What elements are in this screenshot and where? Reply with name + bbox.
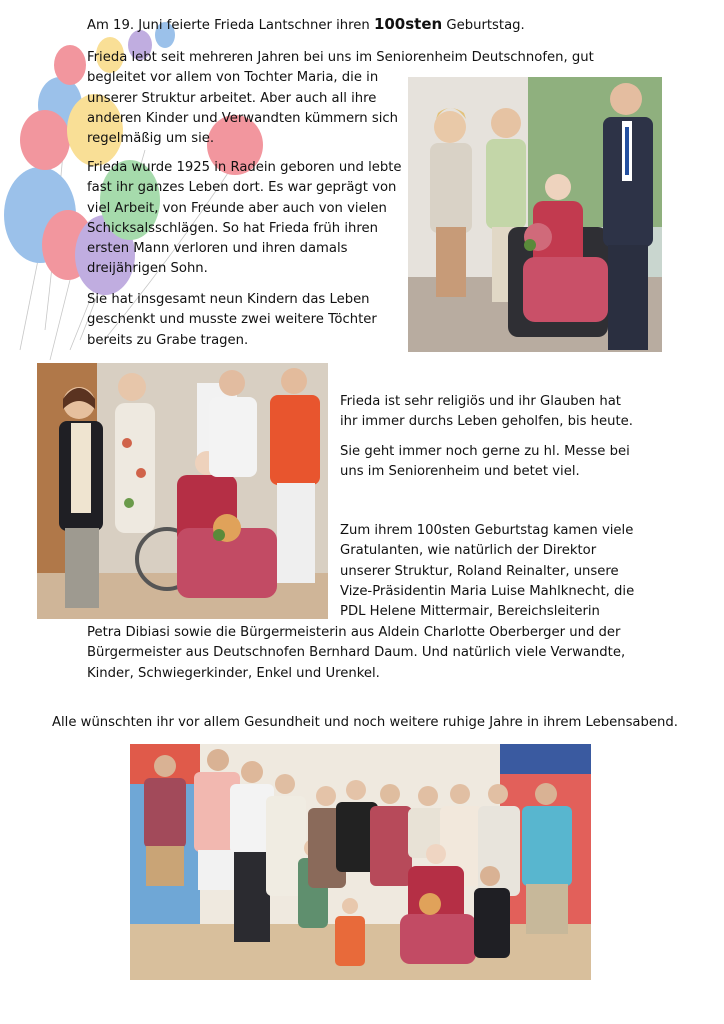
text-line: ersten Mann verloren und ihren damals (87, 241, 348, 257)
intro-prefix: Am 19. Juni feierte Frieda Lantschner ihren (87, 18, 374, 33)
text-line: begleitet vor allem von Tochter Maria, die in (87, 70, 379, 86)
text-line: fast ihr ganzes Leben dort. Es war geprägt von (87, 180, 397, 196)
text-line: Kinder, Schwiegerkinder, Enkel und Urenkel. (87, 665, 380, 681)
text-line: Vize-Präsidentin Maria Luise Mahlknecht, die (340, 583, 635, 599)
paragraph-4 (340, 392, 633, 433)
text-line: uns im Seniorenheim und betet viel. (340, 464, 580, 480)
intro-headline (87, 14, 525, 37)
photo-birthday-group-top (408, 77, 662, 352)
text-line: unserer Struktur, Roland Reinalter, unsere (340, 563, 619, 579)
text-line: Frieda wurde 1925 in Radein geboren und lebte (87, 160, 402, 175)
text-line: Zum ihrem 100sten Geburtstag kamen viele (340, 523, 634, 538)
text-line: Frieda lebt seit mehreren Jahren bei uns im Seniorenheim Deutschnofen, gut (87, 50, 594, 65)
text-line: Bürgermeister aus Deutschnofen Bernhard Daum. Und natürlich viele Verwandte, (87, 645, 626, 661)
paragraph-6-continued (87, 623, 625, 684)
intro-highlight: 100sten (373, 15, 443, 33)
text-line: Schicksalsschlägen. So hat Frieda früh ihren (87, 220, 378, 236)
paragraph-2 (87, 158, 402, 280)
text-line: anderen Kinder und Verwandten kümmern sich (87, 110, 399, 126)
photo-family-group (130, 744, 591, 980)
text-line: Sie geht immer noch gerne zu hl. Messe bei (340, 444, 630, 459)
intro-suffix: Geburtstag. (442, 18, 525, 33)
text-line: Gratulanten, wie natürlich der Direktor (340, 543, 597, 559)
text-line: dreijährigen Sohn. (87, 261, 208, 277)
text-line: geschenkt und musste zwei weitere Töchter (87, 312, 377, 328)
text-line: Sie hat insgesamt neun Kindern das Leben (87, 292, 370, 307)
text-line: bereits zu Grabe tragen. (87, 332, 249, 348)
paragraph-5 (340, 442, 630, 483)
closing-sentence: Alle wünschten ihr vor allem Gesundheit und noch weitere ruhige Jahre in ihrem Lebensabend. (52, 715, 678, 730)
text-line: regelmäßig um sie. (87, 131, 215, 147)
text-line: unserer Struktur arbeitet. Aber auch all ihre (87, 90, 377, 106)
paragraph-6 (340, 521, 634, 622)
photo-birthday-group-middle (37, 363, 328, 619)
text-line: PDL Helene Mittermair, Bereichsleiterin (340, 604, 600, 620)
text-line: viel Arbeit, von Freunde aber auch von vielen (87, 200, 387, 216)
paragraph-3 (87, 290, 377, 351)
text-line: ihr immer durchs Leben geholfen, bis heute. (340, 414, 633, 430)
text-line: Frieda ist sehr religiös und ihr Glauben hat (340, 394, 621, 409)
text-line: Petra Dibiasi sowie die Bürgermeisterin aus Aldein Charlotte Oberberger und der (87, 625, 621, 640)
